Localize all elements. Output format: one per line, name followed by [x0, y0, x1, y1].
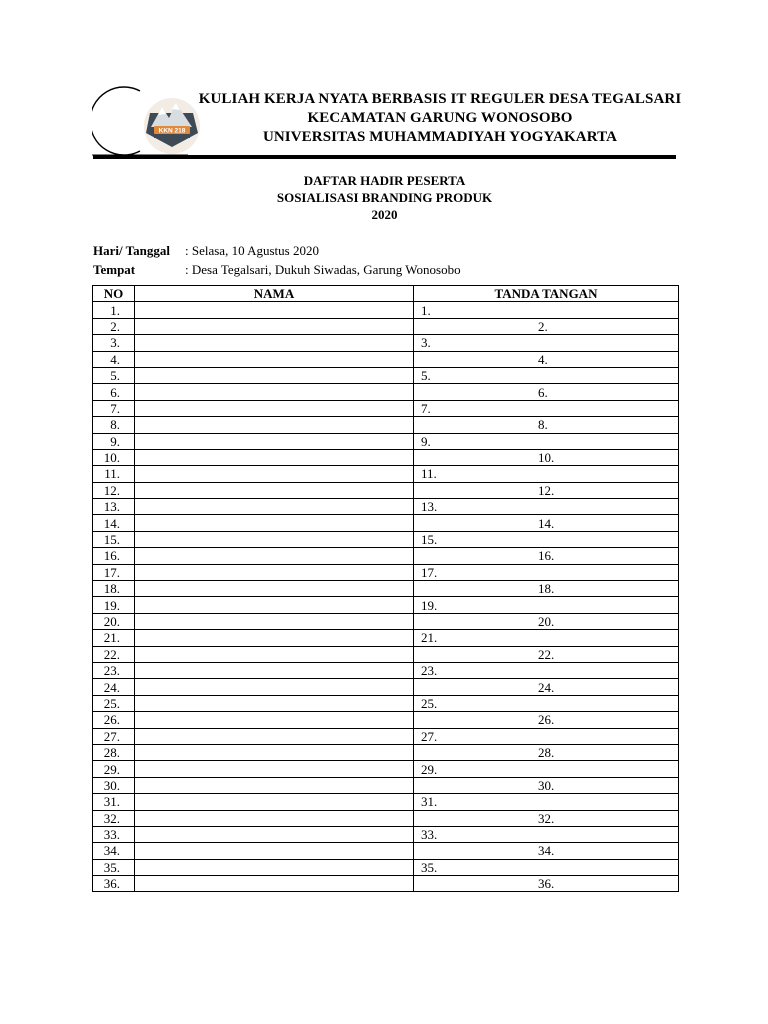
table-row: [93, 777, 679, 793]
header-divider: [93, 155, 676, 159]
name-cell[interactable]: [135, 712, 414, 728]
table-row: [93, 679, 679, 695]
row-number: 2.: [93, 318, 135, 334]
title-line-3: 2020: [371, 207, 398, 222]
signature-cell[interactable]: 8.: [414, 417, 679, 433]
attendance-table: [92, 285, 679, 892]
row-number: 14.: [93, 515, 135, 531]
title-line-1: DAFTAR HADIR PESERTA: [303, 173, 466, 188]
name-cell[interactable]: [135, 630, 414, 646]
table-row: [93, 417, 679, 433]
row-number: 21.: [93, 630, 135, 646]
name-cell[interactable]: [135, 351, 414, 367]
name-cell[interactable]: [135, 433, 414, 449]
place-label: Tempat: [93, 262, 136, 277]
title-line-2: SOSIALISASI BRANDING PRODUK: [276, 190, 493, 205]
row-number: 15.: [93, 531, 135, 547]
row-number: 13.: [93, 499, 135, 515]
row-number: 3.: [93, 335, 135, 351]
name-cell[interactable]: [135, 564, 414, 580]
name-cell[interactable]: [135, 695, 414, 711]
table-row: [93, 531, 679, 547]
table-row: [93, 384, 679, 400]
name-cell[interactable]: [135, 499, 414, 515]
table-row: [93, 662, 679, 678]
name-cell[interactable]: [135, 859, 414, 875]
row-number: 31.: [93, 794, 135, 810]
name-cell[interactable]: [135, 302, 414, 318]
table-row: [93, 712, 679, 728]
row-number: 23.: [93, 662, 135, 678]
name-cell[interactable]: [135, 482, 414, 498]
table-row: [93, 859, 679, 875]
column-header-no: NO: [93, 286, 135, 302]
name-cell[interactable]: [135, 531, 414, 547]
table-row: [93, 351, 679, 367]
name-cell[interactable]: [135, 548, 414, 564]
row-number: 19.: [93, 597, 135, 613]
table-row: [93, 449, 679, 465]
signature-cell[interactable]: 24.: [414, 679, 679, 695]
row-number: 20.: [93, 613, 135, 629]
table-row: [93, 613, 679, 629]
row-number: 17.: [93, 564, 135, 580]
name-cell[interactable]: [135, 662, 414, 678]
signature-cell[interactable]: 12.: [414, 482, 679, 498]
signature-cell[interactable]: 17.: [414, 564, 679, 580]
table-row: [93, 335, 679, 351]
row-number: 18.: [93, 581, 135, 597]
info-place-row: [93, 261, 461, 278]
row-number: 32.: [93, 810, 135, 826]
signature-cell[interactable]: 36.: [414, 876, 679, 892]
name-cell[interactable]: [135, 761, 414, 777]
table-row: [93, 499, 679, 515]
table-header-row: [93, 286, 679, 302]
signature-cell[interactable]: 26.: [414, 712, 679, 728]
table-row: [93, 564, 679, 580]
row-number: 29.: [93, 761, 135, 777]
signature-cell[interactable]: 32.: [414, 810, 679, 826]
table-row: [93, 367, 679, 383]
signature-cell[interactable]: 4.: [414, 351, 679, 367]
signature-cell[interactable]: 30.: [414, 777, 679, 793]
table-row: [93, 826, 679, 842]
name-cell[interactable]: [135, 581, 414, 597]
name-cell[interactable]: [135, 400, 414, 416]
row-number: 6.: [93, 384, 135, 400]
row-number: 28.: [93, 744, 135, 760]
row-number: 24.: [93, 679, 135, 695]
row-number: 8.: [93, 417, 135, 433]
row-number: 36.: [93, 876, 135, 892]
row-number: 11.: [93, 466, 135, 482]
row-number: 34.: [93, 843, 135, 859]
signature-cell[interactable]: 14.: [414, 515, 679, 531]
signature-cell[interactable]: 33.: [414, 826, 679, 842]
name-cell[interactable]: [135, 744, 414, 760]
row-number: 27.: [93, 728, 135, 744]
signature-cell[interactable]: 3.: [414, 335, 679, 351]
row-number: 35.: [93, 859, 135, 875]
row-number: 30.: [93, 777, 135, 793]
name-cell[interactable]: [135, 466, 414, 482]
name-cell[interactable]: [135, 728, 414, 744]
name-cell[interactable]: [135, 646, 414, 662]
signature-cell[interactable]: 6.: [414, 384, 679, 400]
row-number: 1.: [93, 302, 135, 318]
signature-cell[interactable]: 21.: [414, 630, 679, 646]
signature-cell[interactable]: 25.: [414, 695, 679, 711]
name-cell[interactable]: [135, 794, 414, 810]
table-row: [93, 695, 679, 711]
name-cell[interactable]: [135, 417, 414, 433]
table-row: [93, 515, 679, 531]
signature-cell[interactable]: 31.: [414, 794, 679, 810]
name-cell[interactable]: [135, 826, 414, 842]
signature-cell[interactable]: 23.: [414, 662, 679, 678]
svg-text:KKN 218: KKN 218: [158, 127, 186, 135]
table-row: [93, 548, 679, 564]
row-number: 7.: [93, 400, 135, 416]
row-number: 16.: [93, 548, 135, 564]
table-row: [93, 630, 679, 646]
name-cell[interactable]: [135, 384, 414, 400]
signature-cell[interactable]: 5.: [414, 367, 679, 383]
name-cell[interactable]: [135, 679, 414, 695]
place-value: : Desa Tegalsari, Dukuh Siwadas, Garung Wonosobo: [185, 262, 461, 277]
signature-cell[interactable]: 29.: [414, 761, 679, 777]
signature-cell[interactable]: 2.: [414, 318, 679, 334]
table-row: [93, 744, 679, 760]
institution-header: [180, 90, 700, 147]
table-row: [93, 728, 679, 744]
table-row: [93, 302, 679, 318]
date-label: Hari/ Tanggal: [93, 243, 170, 258]
signature-cell[interactable]: 9.: [414, 433, 679, 449]
signature-cell[interactable]: 10.: [414, 449, 679, 465]
signature-cell[interactable]: 19.: [414, 597, 679, 613]
signature-cell[interactable]: 7.: [414, 400, 679, 416]
row-number: 10.: [93, 449, 135, 465]
table-row: [93, 597, 679, 613]
table-row: [93, 810, 679, 826]
signature-cell[interactable]: 15.: [414, 531, 679, 547]
table-row: [93, 433, 679, 449]
table-row: [93, 794, 679, 810]
signature-cell[interactable]: 11.: [414, 466, 679, 482]
table-row: [93, 761, 679, 777]
row-number: 26.: [93, 712, 135, 728]
table-row: [93, 482, 679, 498]
name-cell[interactable]: [135, 876, 414, 892]
row-number: 4.: [93, 351, 135, 367]
signature-cell[interactable]: 34.: [414, 843, 679, 859]
table-row: [93, 876, 679, 892]
name-cell[interactable]: [135, 777, 414, 793]
signature-cell[interactable]: 16.: [414, 548, 679, 564]
name-cell[interactable]: [135, 367, 414, 383]
table-row: [93, 646, 679, 662]
row-number: 12.: [93, 482, 135, 498]
signature-cell[interactable]: 1.: [414, 302, 679, 318]
name-cell[interactable]: [135, 613, 414, 629]
signature-cell[interactable]: 35.: [414, 859, 679, 875]
signature-cell[interactable]: 22.: [414, 646, 679, 662]
name-cell[interactable]: [135, 449, 414, 465]
row-number: 25.: [93, 695, 135, 711]
name-cell[interactable]: [135, 597, 414, 613]
signature-cell[interactable]: 20.: [414, 613, 679, 629]
table-row: [93, 843, 679, 859]
table-row: [93, 466, 679, 482]
table-row: [93, 318, 679, 334]
row-number: 33.: [93, 826, 135, 842]
column-header-nama: NAMA: [135, 286, 414, 302]
signature-cell[interactable]: 27.: [414, 728, 679, 744]
table-row: [93, 581, 679, 597]
signature-cell[interactable]: 18.: [414, 581, 679, 597]
document-title: [92, 172, 677, 223]
row-number: 22.: [93, 646, 135, 662]
signature-cell[interactable]: 28.: [414, 744, 679, 760]
name-cell[interactable]: [135, 335, 414, 351]
name-cell[interactable]: [135, 810, 414, 826]
row-number: 9.: [93, 433, 135, 449]
signature-cell[interactable]: 13.: [414, 499, 679, 515]
date-value: : Selasa, 10 Agustus 2020: [185, 243, 319, 258]
name-cell[interactable]: [135, 318, 414, 334]
header-district: KECAMATAN GARUNG WONOSOBO: [307, 110, 573, 126]
column-header-tanda-tangan: TANDA TANGAN: [414, 286, 679, 302]
info-date-row: [93, 242, 319, 259]
name-cell[interactable]: [135, 843, 414, 859]
row-number: 5.: [93, 367, 135, 383]
attendance-rows: [93, 302, 679, 892]
table-row: [93, 400, 679, 416]
name-cell[interactable]: [135, 515, 414, 531]
header-university: UNIVERSITAS MUHAMMADIYAH YOGYAKARTA: [262, 129, 618, 145]
header-program: KULIAH KERJA NYATA BERBASIS IT REGULER DESA TEGALSARI: [198, 91, 682, 107]
